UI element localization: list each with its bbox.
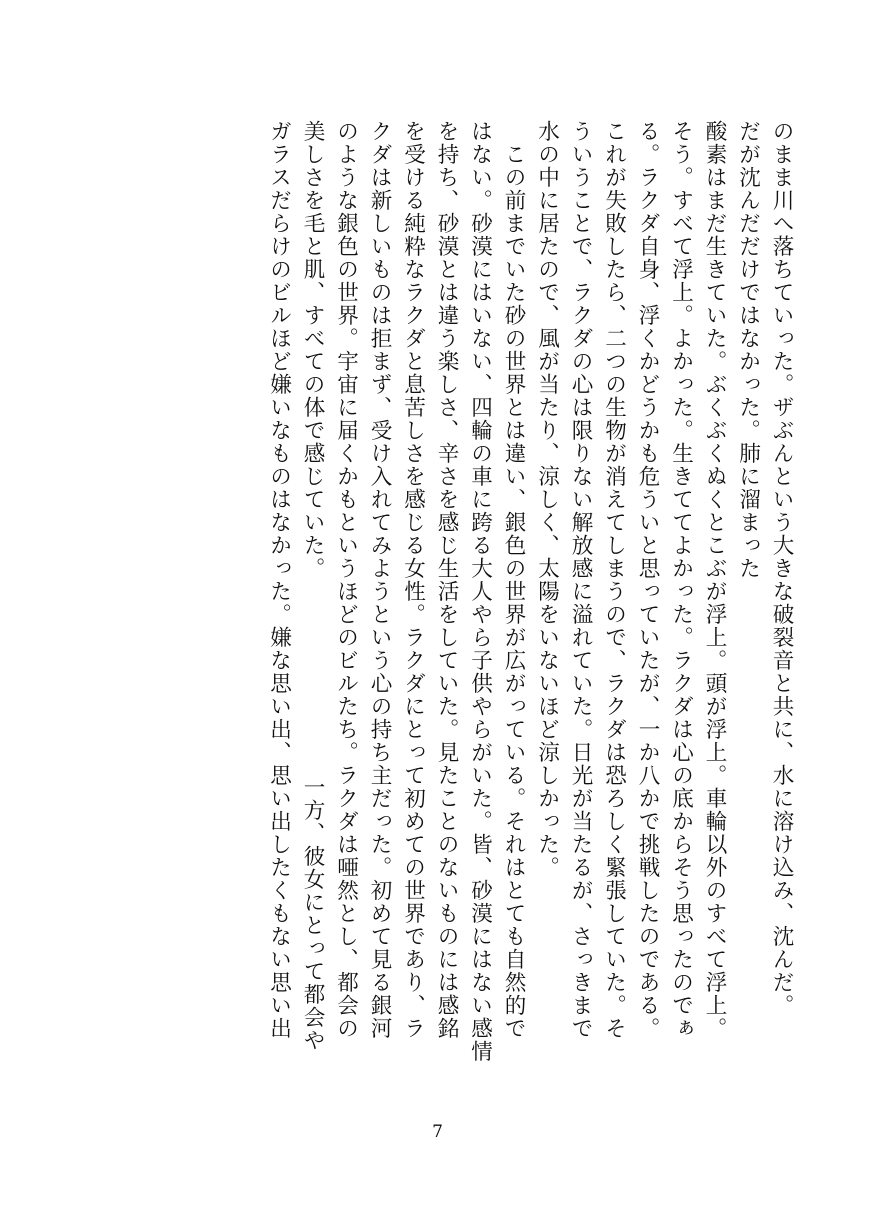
text-line: を受ける純粋なラクダと息苦しさを感じる女性。ラクダにとって初めての世界であり、ラ [400,120,426,1040]
text-line: これが失敗したら、二つの生物が消えてしまうので、ラクダは恐ろしく緊張していた。そ [601,120,627,1040]
text-line: のまま川へ落ちていった。ザぶんという大きな破裂音と共に、水に溶け込み、沈んだ。 [769,120,794,1017]
text-line: る。ラクダ自身、浮くかどうかも危ういと思っていたが、一か八かで挑戦したのである。 [635,120,660,1040]
text-line: はない。砂漠にはいない、四輪の車に跨る大人やら子供やらがいた。皆、砂漠にはない感情 [467,120,493,1063]
text-line: を持ち、砂漠とは違う楽しさ、辛さを感じ生活をしていた。見たことのないものには感銘 [434,120,459,1040]
vertical-text-body [108,120,798,1080]
text-line: そう。すべて浮上。よかった。生きててよかった。ラクダは心の底からそう思ったのでぁ [668,120,694,1040]
text-line: 酸素はまだ生きていた。ぶくぶくぬくとこぶが浮上。頭が浮上。車輪以外のすべて浮上。 [702,120,727,1040]
text-line: だが沈んだだけではなかった。肺に溜まった [735,120,761,580]
page-number: 7 [432,1122,443,1142]
text-line: 水の中に居たので、風が当たり、涼しく、太陽をいないほど涼しかった。 [534,120,560,879]
text-line: ガラスだらけのビルほど嫌いなものはなかった。嫌な思い出、思い出したくもない思い出 [266,120,292,1040]
text-line: クダは新しいものは拒まず、受け入れてみようという心の持ち主だった。初めて見る銀河 [367,120,392,1040]
text-line: のような銀色の世界。宇宙に届くかもというほどのビルたち。ラクダは唖然とし、都会の [333,120,359,1040]
text-line: この前までいた砂の世界とは違い、銀色の世界が広がっている。それはとても自然的で [501,120,526,1040]
text-line: 美しさを毛と肌、すべての体で感じていた。 一方、彼女にとって都会や [300,120,325,1053]
text-line: ういうことで、ラクダの心は限りない解放感に溢れていた。日光が当たるが、さっきまで [568,120,593,1040]
